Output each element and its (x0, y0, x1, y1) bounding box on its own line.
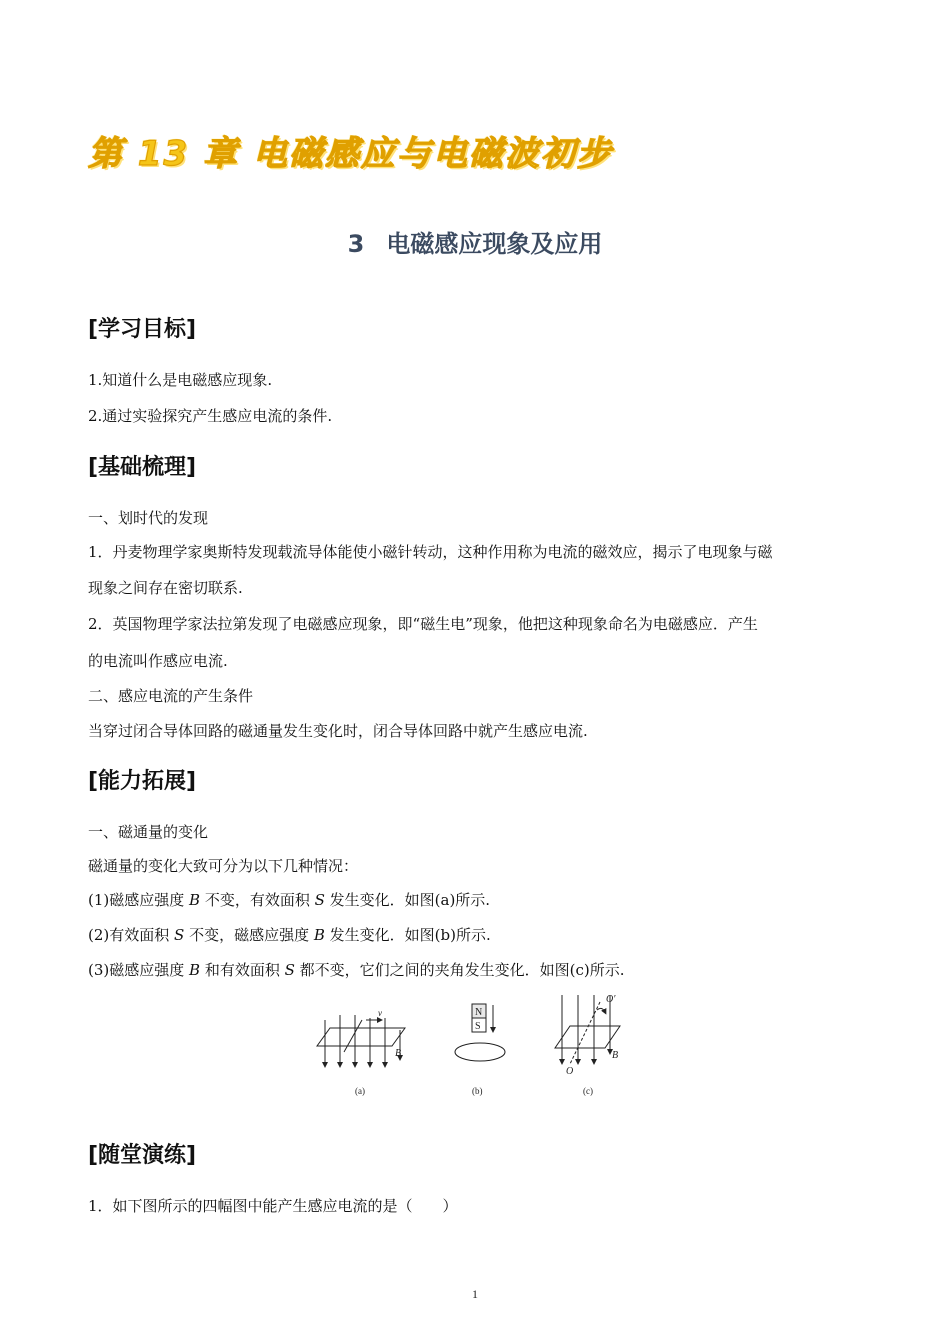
objective-2: 2.通过实验探究产生感应电流的条件. (88, 407, 333, 425)
objective-1: 1.知道什么是电磁感应现象. (88, 371, 273, 389)
figure-c (555, 995, 620, 1064)
basics-line: 当穿过闭合导体回路的磁通量发生变化时，闭合导体回路中就产生感应电流. (88, 722, 588, 740)
label-n: N (475, 1007, 483, 1018)
label-c: (c) (583, 1086, 593, 1096)
page-number: 1 (472, 1287, 478, 1301)
extension-line: 一、磁通量的变化 (88, 823, 209, 841)
label-b-c: B (612, 1050, 619, 1061)
chapter-title: 第 13 章 电磁感应与电磁波初步 (88, 134, 613, 174)
extension-heading: [能力拓展] (88, 769, 197, 794)
label-b: (b) (472, 1086, 483, 1096)
label-a: (a) (355, 1086, 365, 1096)
case-2: (2)有效面积 S 不变，磁感应强度 B 发生变化．如图(b)所示. (88, 926, 491, 944)
basics-line: 一、划时代的发现 (88, 509, 209, 527)
flux-change-figure (300, 990, 640, 1105)
lesson-name: 电磁感应现象及应用 (386, 230, 603, 258)
basics-line: 2．英国物理学家法拉第发现了电磁感应现象，即“磁生电”现象，他把这种现象命名为电磁感应．产生 (88, 615, 758, 633)
case-1: (1)磁感应强度 B 不变，有效面积 S 发生变化．如图(a)所示. (88, 891, 491, 909)
lesson-title (0, 224, 950, 259)
label-v: v (378, 1008, 382, 1018)
practice-heading: [随堂演练] (88, 1143, 197, 1168)
objectives-heading: [学习目标] (88, 317, 197, 342)
lesson-number: 3 (347, 230, 365, 258)
basics-line: 1．丹麦物理学家奥斯特发现载流导体能使小磁针转动，这种作用称为电流的磁效应，揭示了电现象与磁 (88, 543, 773, 561)
label-o-prime: O′ (606, 994, 616, 1005)
basics-line: 现象之间存在密切联系. (88, 579, 243, 597)
figure-a (317, 1015, 405, 1065)
basics-heading: [基础梳理] (88, 455, 197, 480)
extension-line: 磁通量的变化大致可分为以下几种情况： (88, 857, 359, 875)
label-o: O (566, 1066, 574, 1077)
question-1: 1．如下图所示的四幅图中能产生感应电流的是（ ） (88, 1197, 458, 1215)
basics-line: 的电流叫作感应电流. (88, 652, 228, 670)
case-3: (3)磁感应强度 B 和有效面积 S 都不变，它们之间的夹角发生变化．如图(c)所示. (88, 961, 625, 979)
label-b-a: B (395, 1048, 402, 1059)
label-s: S (475, 1021, 481, 1032)
basics-line: 二、感应电流的产生条件 (88, 687, 254, 705)
